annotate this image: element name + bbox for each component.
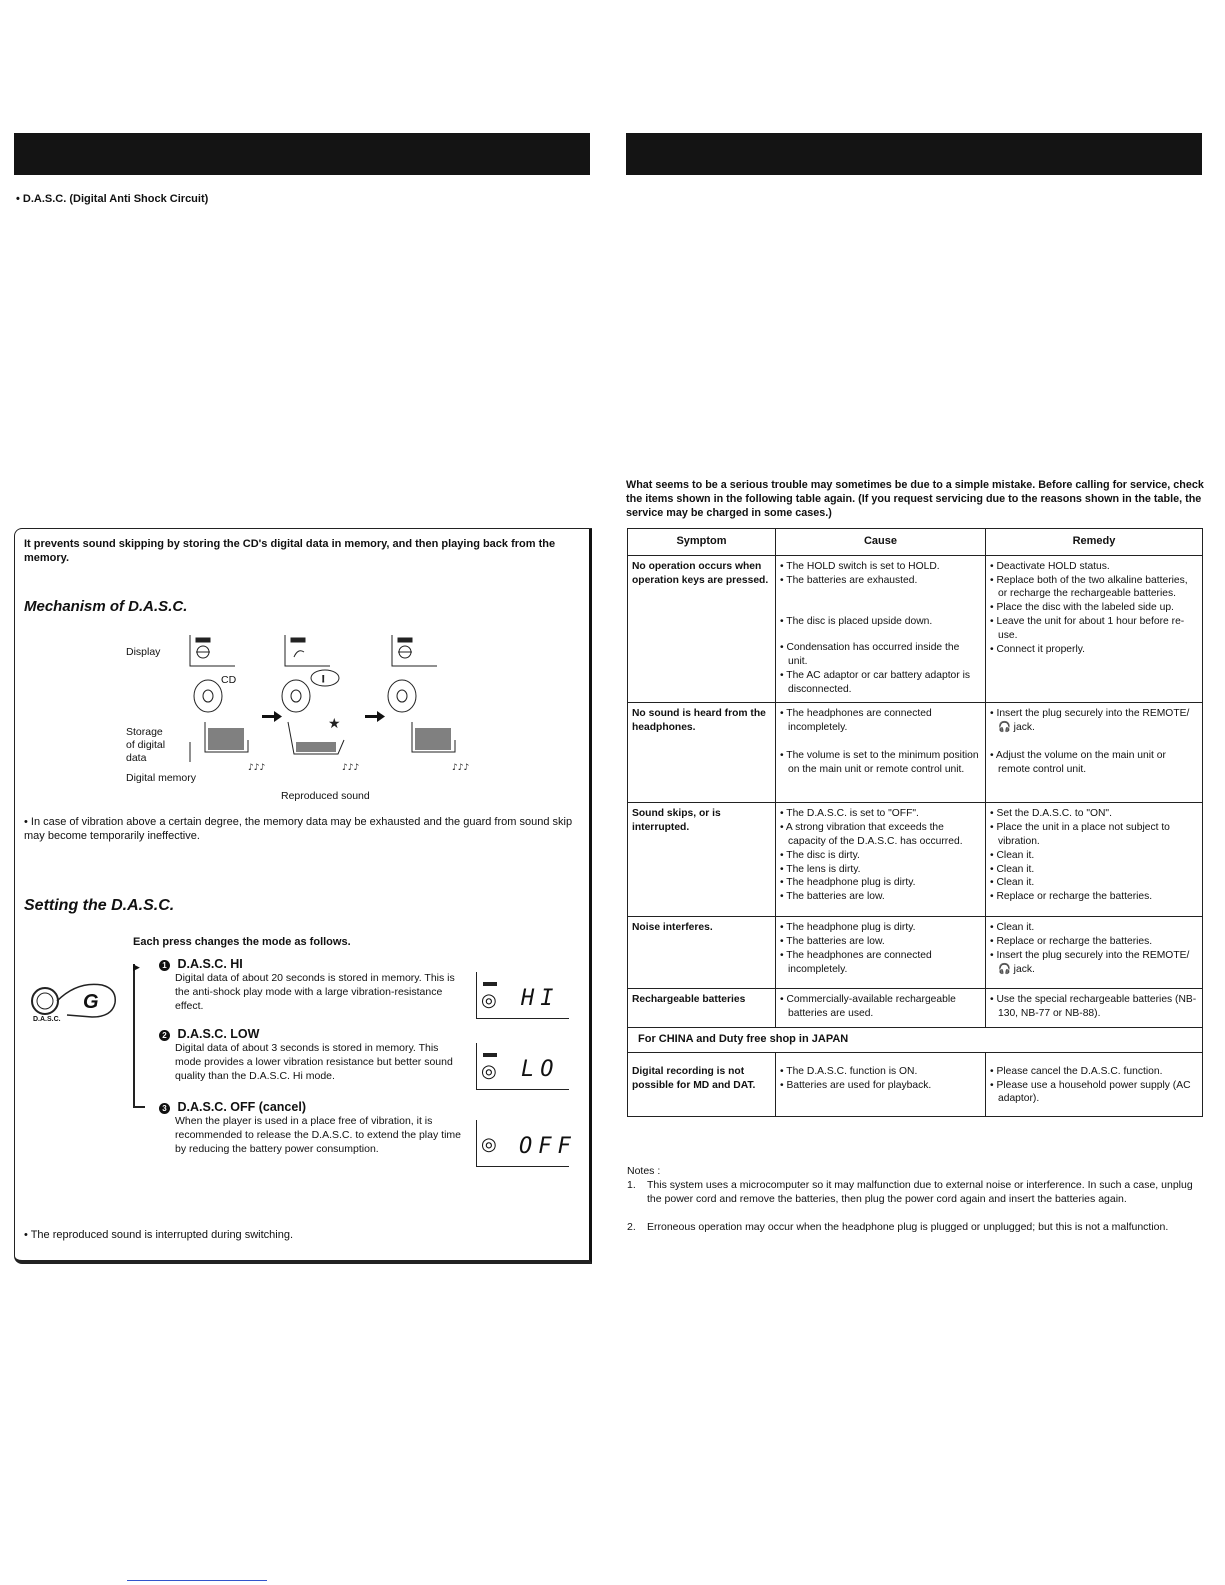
storage-label-2: of digital bbox=[126, 739, 166, 751]
table-row bbox=[628, 703, 1203, 803]
cause-item: • The disc is dirty. bbox=[780, 849, 981, 863]
cause-item: • A strong vibration that exceeds the capacity of the D.A.S.C. has occurred. bbox=[780, 821, 981, 849]
remedy-item: • Leave the unit for about 1 hour before re-use. bbox=[990, 615, 1198, 643]
header-cause: Cause bbox=[776, 529, 986, 556]
cause-item: • The headphones are connected incompletely. bbox=[780, 707, 981, 735]
mode-hi-number: 1 bbox=[159, 960, 170, 971]
remedy-cell bbox=[986, 1052, 1203, 1116]
mode-off-desc: When the player is used in a place free of vibration, it is recommended to release the D.A.S.C. to extend the play time by reducing the battery power consumption. bbox=[175, 1115, 461, 1155]
remedy-item: • Clean it. bbox=[990, 863, 1198, 877]
memory-tank-2 bbox=[288, 716, 344, 754]
mechanism-title: Mechanism of D.A.S.C. bbox=[24, 598, 188, 615]
each-press-text: Each press changes the mode as follows. bbox=[133, 936, 351, 948]
cause-item: • Batteries are used for playback. bbox=[780, 1079, 981, 1093]
table-row bbox=[628, 989, 1203, 1028]
sound-marks-3: ♪♪♪ bbox=[452, 763, 470, 773]
cause-item: • Commercially-available rechargeable batteries are used. bbox=[780, 993, 981, 1021]
mode-off-number: 3 bbox=[159, 1103, 170, 1114]
mode-hi-desc: Digital data of about 20 seconds is stored in memory. This is the anti-shock play mode with a large vibration-resistance effect. bbox=[175, 972, 455, 1012]
troubleshooting-intro: What seems to be a serious trouble may sometimes be due to a simple mistake. Before calling for service, check the items shown in the following table again. (If you request servicing due to the reasons shown in the table, the service may be charged in some cases.) bbox=[626, 479, 1204, 519]
setting-title: Setting the D.A.S.C. bbox=[24, 897, 175, 914]
cause-item: • Condensation has occurred inside the unit. bbox=[780, 641, 981, 669]
remedy-item: • Replace or recharge the batteries. bbox=[990, 890, 1198, 904]
lcd-disc-icon: ◎ bbox=[481, 990, 497, 1010]
section-row bbox=[628, 1027, 1203, 1052]
remedy-cell bbox=[986, 703, 1203, 803]
symptom-cell: Sound skips, or is interrupted. bbox=[628, 803, 776, 917]
dasc-button-label: D.A.S.C. bbox=[33, 1016, 61, 1023]
svg-text:!: ! bbox=[322, 674, 325, 684]
cause-item: • The HOLD switch is set to HOLD. bbox=[780, 560, 981, 574]
cause-cell bbox=[776, 1052, 986, 1116]
svg-text:G: G bbox=[83, 991, 99, 1013]
cause-cell bbox=[776, 917, 986, 989]
lcd-disc-icon: ◎ bbox=[481, 1134, 497, 1154]
section-label: For CHINA and Duty free shop in JAPAN bbox=[628, 1027, 1203, 1052]
switching-note: • The reproduced sound is interrupted during switching. bbox=[24, 1229, 294, 1241]
cause-cell bbox=[776, 803, 986, 917]
troubleshooting-table-wrap bbox=[627, 528, 1203, 1117]
mode-low-number: 2 bbox=[159, 1030, 170, 1041]
cause-item: • The batteries are low. bbox=[780, 935, 981, 949]
remedy-item: • Replace both of the two alkaline batteries, or recharge the rechargeable batteries. bbox=[990, 574, 1198, 602]
memory-label: Digital memory bbox=[126, 772, 197, 784]
lcd-hi-text: HI bbox=[521, 986, 560, 1011]
remedy-item: • Please cancel the D.A.S.C. function. bbox=[990, 1065, 1198, 1079]
mini-display-1 bbox=[190, 635, 235, 666]
mode-flow-bottom bbox=[133, 1106, 145, 1108]
cause-item: • The batteries are low. bbox=[780, 890, 981, 904]
sound-marks-1: ♪♪♪ bbox=[248, 763, 266, 773]
remedy-cell bbox=[986, 555, 1203, 703]
memory-tank-1 bbox=[205, 722, 248, 752]
note-2 bbox=[627, 1220, 1197, 1234]
table-row bbox=[628, 555, 1203, 703]
remedy-item: • Replace or recharge the batteries. bbox=[990, 935, 1198, 949]
cause-cell bbox=[776, 555, 986, 703]
cause-item: • The headphones are connected incompletely. bbox=[780, 949, 981, 977]
cause-item: • The batteries are exhausted. bbox=[780, 574, 981, 588]
mini-display-3 bbox=[392, 635, 437, 666]
remedy-item: • Set the D.A.S.C. to "ON". bbox=[990, 807, 1198, 821]
mode-hi-title: D.A.S.C. HI bbox=[177, 957, 243, 971]
remedy-cell bbox=[986, 989, 1203, 1028]
cd-icon-3 bbox=[388, 680, 416, 712]
left-header-bar bbox=[14, 133, 590, 175]
mode-low bbox=[159, 1027, 459, 1083]
table-header-row bbox=[628, 529, 1203, 556]
troubleshooting-table bbox=[627, 528, 1203, 1117]
cd-label: CD bbox=[221, 674, 237, 686]
remedy-item: • Place the disc with the labeled side up. bbox=[990, 601, 1198, 615]
mode-low-desc: Digital data of about 3 seconds is stored in memory. This mode provides a lower vibration resistance but better sound quality than the D.A.S.C. Hi mode. bbox=[175, 1042, 453, 1082]
cause-item: • The D.A.S.C. is set to "OFF". bbox=[780, 807, 981, 821]
mode-low-title: D.A.S.C. LOW bbox=[177, 1027, 260, 1041]
display-label: Display bbox=[126, 646, 161, 658]
note-2-text: Erroneous operation may occur when the headphone plug is plugged or unplugged; but this is not a malfunction. bbox=[647, 1221, 1169, 1233]
remedy-item: • Insert the plug securely into the REMOTE/🎧 jack. bbox=[990, 949, 1198, 977]
cause-cell bbox=[776, 989, 986, 1028]
bottom-link-underline bbox=[127, 1580, 267, 1581]
remedy-item: • Adjust the volume on the main unit or remote control unit. bbox=[990, 749, 1198, 777]
storage-label-1: Storage bbox=[126, 726, 163, 738]
svg-text:★: ★ bbox=[328, 716, 341, 732]
cause-item: • The disc is placed upside down. bbox=[780, 615, 981, 629]
remedy-item: • Insert the plug securely into the REMOTE/🎧 jack. bbox=[990, 707, 1198, 735]
mode-flow-arrow: ▶ bbox=[133, 962, 140, 972]
right-header-bar bbox=[626, 133, 1202, 175]
table-row bbox=[628, 803, 1203, 917]
symptom-cell: No sound is heard from the headphones. bbox=[628, 703, 776, 803]
cause-item: • The lens is dirty. bbox=[780, 863, 981, 877]
cause-item: • The headphone plug is dirty. bbox=[780, 876, 981, 890]
remedy-item: • Connect it properly. bbox=[990, 643, 1198, 657]
mode-hi bbox=[159, 957, 459, 1013]
cd-icon-2 bbox=[282, 670, 339, 712]
cause-item: • The headphone plug is dirty. bbox=[780, 921, 981, 935]
symptom-cell: No operation occurs when operation keys are pressed. bbox=[628, 555, 776, 703]
remedy-cell bbox=[986, 917, 1203, 989]
note-1-number: 1. bbox=[627, 1179, 636, 1191]
remedy-item: • Deactivate HOLD status. bbox=[990, 560, 1198, 574]
cause-item: • The volume is set to the minimum position on the main unit or remote control unit. bbox=[780, 749, 981, 777]
symptom-cell: Noise interferes. bbox=[628, 917, 776, 989]
arrow-right-1 bbox=[262, 711, 282, 722]
cause-item: • The D.A.S.C. function is ON. bbox=[780, 1065, 981, 1079]
cause-item: • The AC adaptor or car battery adaptor is disconnected. bbox=[780, 669, 981, 697]
cd-icon-1 bbox=[194, 680, 222, 712]
header-symptom: Symptom bbox=[628, 529, 776, 556]
mode-flow-line bbox=[133, 964, 135, 1106]
lcd-low bbox=[476, 1043, 569, 1090]
arrow-right-2 bbox=[365, 711, 385, 722]
remedy-item: • Clean it. bbox=[990, 921, 1198, 935]
vibration-note: • In case of vibration above a certain degree, the memory data may be exhausted and the guard from sound skip may become temporarily ineffective. bbox=[24, 816, 573, 842]
note-1-text: This system uses a microcomputer so it may malfunction due to external noise or interference. In such a case, unplug the power cord and remove the batteries, then plug the power cord again and insert the batteries again. bbox=[647, 1179, 1193, 1205]
lcd-disc-icon: ◎ bbox=[481, 1061, 497, 1081]
lcd-hi bbox=[476, 972, 569, 1019]
mini-display-2 bbox=[285, 635, 330, 666]
remedy-item: • Clean it. bbox=[990, 876, 1198, 890]
header-remedy: Remedy bbox=[986, 529, 1203, 556]
cause-cell bbox=[776, 703, 986, 803]
remedy-cell bbox=[986, 803, 1203, 917]
memory-tank-3 bbox=[412, 722, 455, 752]
remedy-item: • Use the special rechargeable batteries (NB-130, NB-77 or NB-88). bbox=[990, 993, 1198, 1021]
note-1 bbox=[627, 1178, 1197, 1206]
mode-off bbox=[159, 1100, 459, 1156]
storage-label-3: data bbox=[126, 752, 147, 764]
table-row bbox=[628, 1052, 1203, 1116]
remedy-item: • Please use a household power supply (AC adaptor). bbox=[990, 1079, 1198, 1107]
notes-title: Notes : bbox=[627, 1165, 661, 1177]
table-row bbox=[628, 917, 1203, 989]
symptom-cell: Rechargeable batteries bbox=[628, 989, 776, 1028]
dasc-intro: It prevents sound skipping by storing the CD's digital data in memory, and then playing back from the memory. bbox=[24, 538, 556, 564]
dasc-bullet-heading: • D.A.S.C. (Digital Anti Shock Circuit) bbox=[16, 193, 209, 205]
remedy-item: • Clean it. bbox=[990, 849, 1198, 863]
lcd-low-text: LO bbox=[521, 1057, 560, 1082]
mode-off-title: D.A.S.C. OFF (cancel) bbox=[177, 1100, 306, 1114]
note-2-number: 2. bbox=[627, 1221, 636, 1233]
reproduced-label: Reproduced sound bbox=[281, 790, 370, 802]
lcd-off bbox=[476, 1120, 577, 1167]
sound-marks-2: ♪♪♪ bbox=[342, 763, 360, 773]
remedy-item: • Place the unit in a place not subject to vibration. bbox=[990, 821, 1198, 849]
lcd-off-text: OFF bbox=[519, 1134, 577, 1159]
symptom-cell: Digital recording is not possible for MD and DAT. bbox=[628, 1052, 776, 1116]
